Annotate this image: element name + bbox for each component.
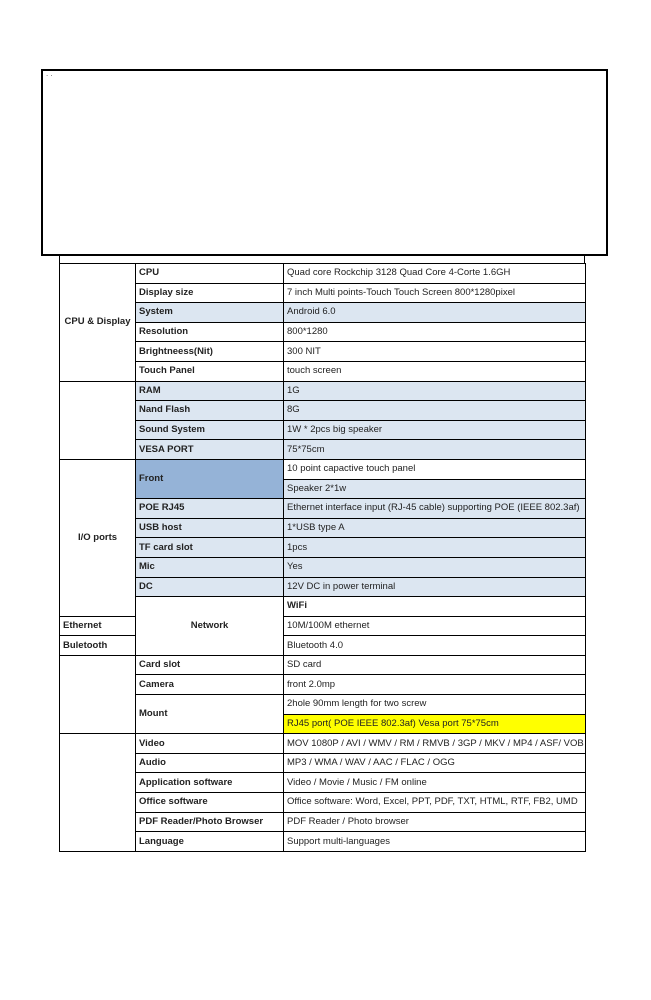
row-label: DC (136, 577, 284, 597)
row-label: Language (136, 832, 284, 852)
table-row (60, 283, 586, 303)
row-label: Mic (136, 557, 284, 577)
row-label: PDF Reader/Photo Browser (136, 812, 284, 832)
table-row (60, 303, 586, 323)
row-value: 8G (284, 401, 586, 421)
table-row (60, 753, 586, 773)
table-row (60, 695, 586, 715)
row-value: SD card (284, 655, 586, 675)
row-value: Ethernet interface input (RJ-45 cable) supporting POE (IEEE 802.3af) (284, 499, 586, 519)
row-label: Buletooth (60, 636, 136, 656)
row-label: Ethernet (60, 616, 136, 636)
table-row (60, 557, 586, 577)
row-label: POE RJ45 (136, 499, 284, 519)
row-value: 1pcs (284, 538, 586, 558)
group-network: Network (136, 597, 284, 656)
table-row (60, 401, 586, 421)
row-value: 12V DC in power terminal (284, 577, 586, 597)
row-value: 75*75cm (284, 440, 586, 460)
table-row (60, 420, 586, 440)
table-row (60, 734, 586, 754)
row-value: 10M/100M ethernet (284, 616, 586, 636)
table-row (60, 322, 586, 342)
table-row (60, 264, 586, 284)
group-cpu-display: CPU & Display (60, 264, 136, 382)
table-row (60, 538, 586, 558)
table-row (60, 361, 586, 381)
row-label: Touch Panel (136, 361, 284, 381)
row-value: 7 inch Multi points-Touch Touch Screen 800*1280pixel (284, 283, 586, 303)
spec-table (59, 263, 586, 852)
table-row (60, 655, 586, 675)
table-row (60, 381, 586, 401)
row-label: System (136, 303, 284, 323)
row-label: USB host (136, 518, 284, 538)
group-blank (60, 381, 136, 459)
row-label: RAM (136, 381, 284, 401)
row-label: TF card slot (136, 538, 284, 558)
row-label: VESA PORT (136, 440, 284, 460)
redaction-box (41, 69, 608, 256)
row-label: Sound System (136, 420, 284, 440)
table-row (60, 499, 586, 519)
row-value: 300 NIT (284, 342, 586, 362)
table-row (60, 518, 586, 538)
row-value: front 2.0mp (284, 675, 586, 695)
row-value: MP3 / WMA / WAV / AAC / FLAC / OGG (284, 753, 586, 773)
row-label: Card slot (136, 655, 284, 675)
group-io-ports: I/O ports (60, 459, 136, 616)
row-value: Support multi-languages (284, 832, 586, 852)
table-row (60, 812, 586, 832)
row-value: 1*USB type A (284, 518, 586, 538)
row-value: touch screen (284, 361, 586, 381)
row-label: Mount (136, 695, 284, 734)
group-blank (60, 655, 136, 733)
table-row (60, 832, 586, 852)
row-value: RJ45 port( POE IEEE 802.3af) Vesa port 75*75cm (284, 714, 586, 734)
row-value: Bluetooth 4.0 (284, 636, 586, 656)
table-row (60, 675, 586, 695)
row-value: PDF Reader / Photo browser (284, 812, 586, 832)
row-label: Front (136, 459, 284, 498)
row-value: Speaker 2*1w (284, 479, 586, 499)
table-row (60, 440, 586, 460)
table-row (60, 597, 586, 617)
row-label: Resolution (136, 322, 284, 342)
table-row (60, 342, 586, 362)
table-row (60, 459, 586, 479)
row-value: Video / Movie / Music / FM online (284, 773, 586, 793)
row-label: Video (136, 734, 284, 754)
row-value: Office software: Word, Excel, PPT, PDF, TXT, HTML, RTF, FB2, UMD (284, 793, 586, 813)
row-value: 10 point capactive touch panel (284, 459, 586, 479)
row-value: 1G (284, 381, 586, 401)
row-label: Office software (136, 793, 284, 813)
row-value: MOV 1080P / AVI / WMV / RM / RMVB / 3GP / MKV / MP4 / ASF/ VOB (284, 734, 586, 754)
corner-mark: . . (46, 70, 53, 78)
row-value: Yes (284, 557, 586, 577)
row-value: Quad core Rockchip 3128 Quad Core 4-Corte 1.6GH (284, 264, 586, 284)
table-row (60, 577, 586, 597)
row-label: Brightneess(Nit) (136, 342, 284, 362)
row-label: Nand Flash (136, 401, 284, 421)
row-value: 2hole 90mm length for two screw (284, 695, 586, 715)
row-label: CPU (136, 264, 284, 284)
row-label: Display size (136, 283, 284, 303)
row-label: WiFi (284, 597, 586, 617)
row-label: Application software (136, 773, 284, 793)
group-blank (60, 734, 136, 852)
row-value: 1W * 2pcs big speaker (284, 420, 586, 440)
table-row (60, 773, 586, 793)
row-label: Audio (136, 753, 284, 773)
row-value: Android 6.0 (284, 303, 586, 323)
row-label: Camera (136, 675, 284, 695)
table-row (60, 793, 586, 813)
row-value: 800*1280 (284, 322, 586, 342)
